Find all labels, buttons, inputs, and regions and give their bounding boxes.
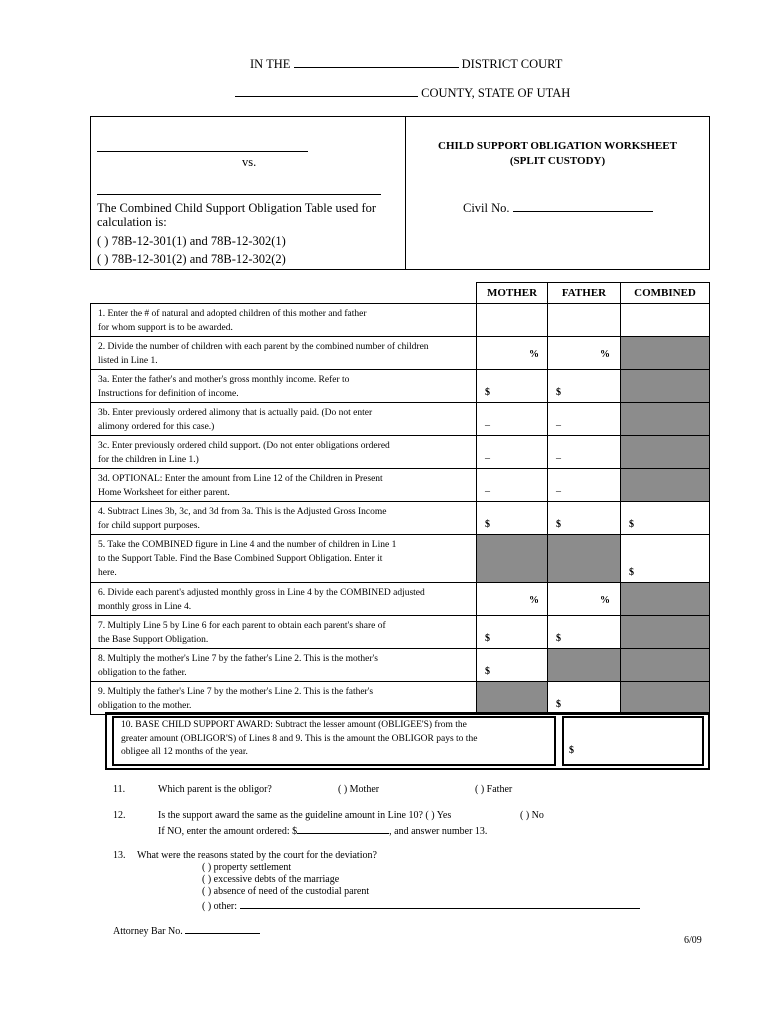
row-10-text: the Base Support Obligation. xyxy=(98,635,209,645)
row-12-combined-field xyxy=(620,681,710,715)
row-2-mother-field[interactable] xyxy=(476,336,548,370)
row-4-father-symbol: – xyxy=(556,420,561,431)
row-2-mother-symbol: % xyxy=(529,348,539,360)
row-9-mother-field[interactable] xyxy=(476,582,548,616)
table-text-line1: The Combined Child Support Obligation Table used for xyxy=(97,201,377,215)
row-8-text: 5. Take the COMBINED figure in Line 4 and the number of children in Line 1 xyxy=(98,540,397,550)
row-12-father-symbol: $ xyxy=(556,699,561,710)
row-3-text: 3a. Enter the father's and mother's gross monthly income. Refer to xyxy=(98,375,350,385)
col-combined-label: COMBINED xyxy=(634,287,696,299)
row-5-mother-field[interactable] xyxy=(476,435,548,469)
row-6-mother-symbol: – xyxy=(485,486,490,497)
award-dollar: $ xyxy=(569,745,574,756)
row-10-text: 7. Multiply Line 5 by Line 6 for each parent to obtain each parent's share of xyxy=(98,621,386,631)
q11-father-option[interactable]: ( ) Father xyxy=(475,784,513,795)
row-5-combined-field xyxy=(620,435,710,469)
row-10-combined-field xyxy=(620,615,710,649)
civil-no-field[interactable] xyxy=(513,199,653,212)
county-line xyxy=(235,84,570,101)
row-8-combined-symbol: $ xyxy=(629,567,634,578)
vs-label: vs. xyxy=(242,155,257,169)
row-7-combined-field[interactable] xyxy=(620,501,710,535)
row-5-father-symbol: – xyxy=(556,453,561,464)
row-1-mother-field[interactable] xyxy=(476,303,548,337)
attorney-label: Attorney Bar No. xyxy=(113,926,183,937)
q13-other-field[interactable] xyxy=(240,898,640,909)
row-8-mother-field xyxy=(476,534,548,583)
row-6-description xyxy=(90,468,477,502)
row-12-father-field[interactable] xyxy=(547,681,621,715)
row-4-father-field[interactable] xyxy=(547,402,621,436)
q13-text: What were the reasons stated by the court for the deviation? xyxy=(137,850,377,861)
table-option-1[interactable]: ( ) 78B-12-301(1) and 78B-12-302(1) xyxy=(97,234,286,248)
row-8-text: here. xyxy=(98,568,117,578)
row-7-description xyxy=(90,501,477,535)
row-11-text: 8. Multiply the mother's Line 7 by the father's Line 2. This is the mother's xyxy=(98,654,378,664)
court-suffix: DISTRICT COURT xyxy=(461,57,563,71)
row-7-text: 4. Subtract Lines 3b, 3c, and 3d from 3a. This is the Adjusted Gross Income xyxy=(98,507,387,517)
row-6-text: 3d. OPTIONAL: Enter the amount from Line 12 of the Children in Present xyxy=(98,474,383,484)
row-12-description xyxy=(90,681,477,715)
row-4-text: alimony ordered for this case.) xyxy=(98,422,215,432)
row-2-text: 2. Divide the number of children with each parent by the combined number of children xyxy=(98,342,429,352)
row-11-mother-symbol: $ xyxy=(485,666,490,677)
row-1-description xyxy=(90,303,477,337)
award-line1: 10. BASE CHILD SUPPORT AWARD: Subtract the lesser amount (OBLIGEE'S) from the xyxy=(121,720,467,730)
q13-option-debts[interactable]: ( ) excessive debts of the marriage xyxy=(202,874,340,885)
row-2-text: listed in Line 1. xyxy=(98,356,158,366)
row-1-text: 1. Enter the # of natural and adopted children of this mother and father xyxy=(98,309,367,319)
award-line2: greater amount (OBLIGOR'S) of Lines 8 and 9. This is the amount the OBLIGOR pays to the xyxy=(121,733,478,744)
respondent-field[interactable] xyxy=(97,194,381,195)
row-1-father-field[interactable] xyxy=(547,303,621,337)
civil-no-label: Civil No. xyxy=(463,201,510,215)
row-1-combined-field[interactable] xyxy=(620,303,710,337)
row-9-text: 6. Divide each parent's adjusted monthly gross in Line 4 by the COMBINED adjusted xyxy=(98,588,425,598)
row-5-text: for the children in Line 1.) xyxy=(98,455,199,465)
row-9-mother-symbol: % xyxy=(529,594,539,606)
worksheet-title: CHILD SUPPORT OBLIGATION WORKSHEET xyxy=(438,140,677,152)
q12-amount-label: If NO, enter the amount ordered: $ xyxy=(158,826,298,837)
q13-option-other[interactable]: ( ) other: xyxy=(202,901,237,912)
row-4-description xyxy=(90,402,477,436)
row-8-text: to the Support Table. Find the Base Combined Support Obligation. Enter it xyxy=(98,554,383,564)
row-3-mother-symbol: $ xyxy=(485,387,490,398)
row-10-mother-field[interactable] xyxy=(476,615,548,649)
row-9-father-field[interactable] xyxy=(547,582,621,616)
q11-mother-option[interactable]: ( ) Mother xyxy=(338,784,380,795)
row-8-combined-field[interactable] xyxy=(620,534,710,583)
q13-option-other-line xyxy=(202,898,640,912)
q12-line2 xyxy=(158,823,487,837)
row-2-father-symbol: % xyxy=(600,348,610,360)
row-10-father-symbol: $ xyxy=(556,633,561,644)
court-line xyxy=(250,55,562,72)
col-mother-header xyxy=(476,282,548,304)
row-10-mother-symbol: $ xyxy=(485,633,490,644)
row-6-father-field[interactable] xyxy=(547,468,621,502)
row-6-mother-field[interactable] xyxy=(476,468,548,502)
row-11-text: obligation to the father. xyxy=(98,668,187,678)
row-2-description xyxy=(90,336,477,370)
col-mother-label: MOTHER xyxy=(486,287,538,299)
q11-text: Which parent is the obligor? xyxy=(158,784,272,795)
q13-option-need[interactable]: ( ) absence of need of the custodial parent xyxy=(202,886,370,897)
worksheet-subtitle: (SPLIT CUSTODY) xyxy=(509,155,606,167)
row-4-combined-field xyxy=(620,402,710,436)
row-6-combined-field xyxy=(620,468,710,502)
row-4-mother-symbol: – xyxy=(485,420,490,431)
q12-instruction: , and answer number 13. xyxy=(389,826,488,837)
award-amount-field[interactable] xyxy=(562,716,704,766)
civil-no-line xyxy=(463,199,653,216)
row-12-text: 9. Multiply the father's Line 7 by the mother's Line 2. This is the father's xyxy=(98,687,374,697)
row-9-description xyxy=(90,582,477,616)
row-5-father-field[interactable] xyxy=(547,435,621,469)
row-3-father-symbol: $ xyxy=(556,387,561,398)
row-7-combined-symbol: $ xyxy=(629,519,634,530)
court-name-field[interactable] xyxy=(294,55,459,68)
row-11-mother-field[interactable] xyxy=(476,648,548,682)
row-6-text: Home Worksheet for either parent. xyxy=(98,488,230,498)
row-7-mother-field[interactable] xyxy=(476,501,548,535)
row-3-father-field[interactable] xyxy=(547,369,621,403)
row-7-father-symbol: $ xyxy=(556,519,561,530)
row-5-mother-symbol: – xyxy=(485,453,490,464)
col-father-header xyxy=(547,282,621,304)
row-7-father-field[interactable] xyxy=(547,501,621,535)
q12-text[interactable]: Is the support award the same as the guideline amount in Line 10? ( ) Yes xyxy=(158,810,452,821)
row-2-combined-field xyxy=(620,336,710,370)
attorney-line xyxy=(113,923,260,937)
table-option-2[interactable]: ( ) 78B-12-301(2) and 78B-12-302(2) xyxy=(97,252,286,266)
col-combined-header xyxy=(620,282,710,304)
row-9-father-symbol: % xyxy=(600,594,610,606)
row-7-mother-symbol: $ xyxy=(485,519,490,530)
row-11-combined-field xyxy=(620,648,710,682)
row-10-description xyxy=(90,615,477,649)
row-6-father-symbol: – xyxy=(556,486,561,497)
county-name-field[interactable] xyxy=(235,84,418,97)
row-3-mother-field[interactable] xyxy=(476,369,548,403)
row-3-combined-field xyxy=(620,369,710,403)
row-9-combined-field xyxy=(620,582,710,616)
col-father-label: FATHER xyxy=(561,287,607,299)
q12-number: 12. xyxy=(113,810,126,821)
attorney-bar-field[interactable] xyxy=(185,923,260,934)
county-suffix: COUNTY, STATE OF UTAH xyxy=(421,86,571,100)
row-8-description xyxy=(90,534,477,583)
row-11-father-field xyxy=(547,648,621,682)
row-3-text: Instructions for definition of income. xyxy=(98,389,239,399)
row-10-father-field[interactable] xyxy=(547,615,621,649)
row-9-text: monthly gross in Line 4. xyxy=(98,602,192,612)
row-11-description xyxy=(90,648,477,682)
court-prefix: IN THE xyxy=(250,57,291,71)
table-text-line2: calculation is: xyxy=(97,215,167,229)
q12-amount-field[interactable] xyxy=(297,823,389,834)
form-date: 6/09 xyxy=(684,935,702,946)
award-line3: obligee all 12 months of the year. xyxy=(121,747,248,757)
award-desc-box xyxy=(112,716,556,766)
row-5-text: 3c. Enter previously ordered child support. (Do not enter obligations ordered xyxy=(98,441,390,451)
row-12-text: obligation to the mother. xyxy=(98,701,192,711)
q11-number: 11. xyxy=(113,784,126,795)
row-8-father-field xyxy=(547,534,621,583)
row-2-father-field[interactable] xyxy=(547,336,621,370)
row-5-description xyxy=(90,435,477,469)
row-1-text: for whom support is to be awarded. xyxy=(98,323,233,333)
row-3-description xyxy=(90,369,477,403)
q13-number: 13. xyxy=(113,850,126,861)
petitioner-field[interactable] xyxy=(97,151,308,152)
q12-no-option[interactable]: ( ) No xyxy=(520,810,544,821)
row-4-text: 3b. Enter previously ordered alimony that is actually paid. (Do not enter xyxy=(98,408,373,418)
row-7-text: for child support purposes. xyxy=(98,521,200,531)
row-12-mother-field xyxy=(476,681,548,715)
q13-option-property[interactable]: ( ) property settlement xyxy=(202,862,292,873)
row-4-mother-field[interactable] xyxy=(476,402,548,436)
